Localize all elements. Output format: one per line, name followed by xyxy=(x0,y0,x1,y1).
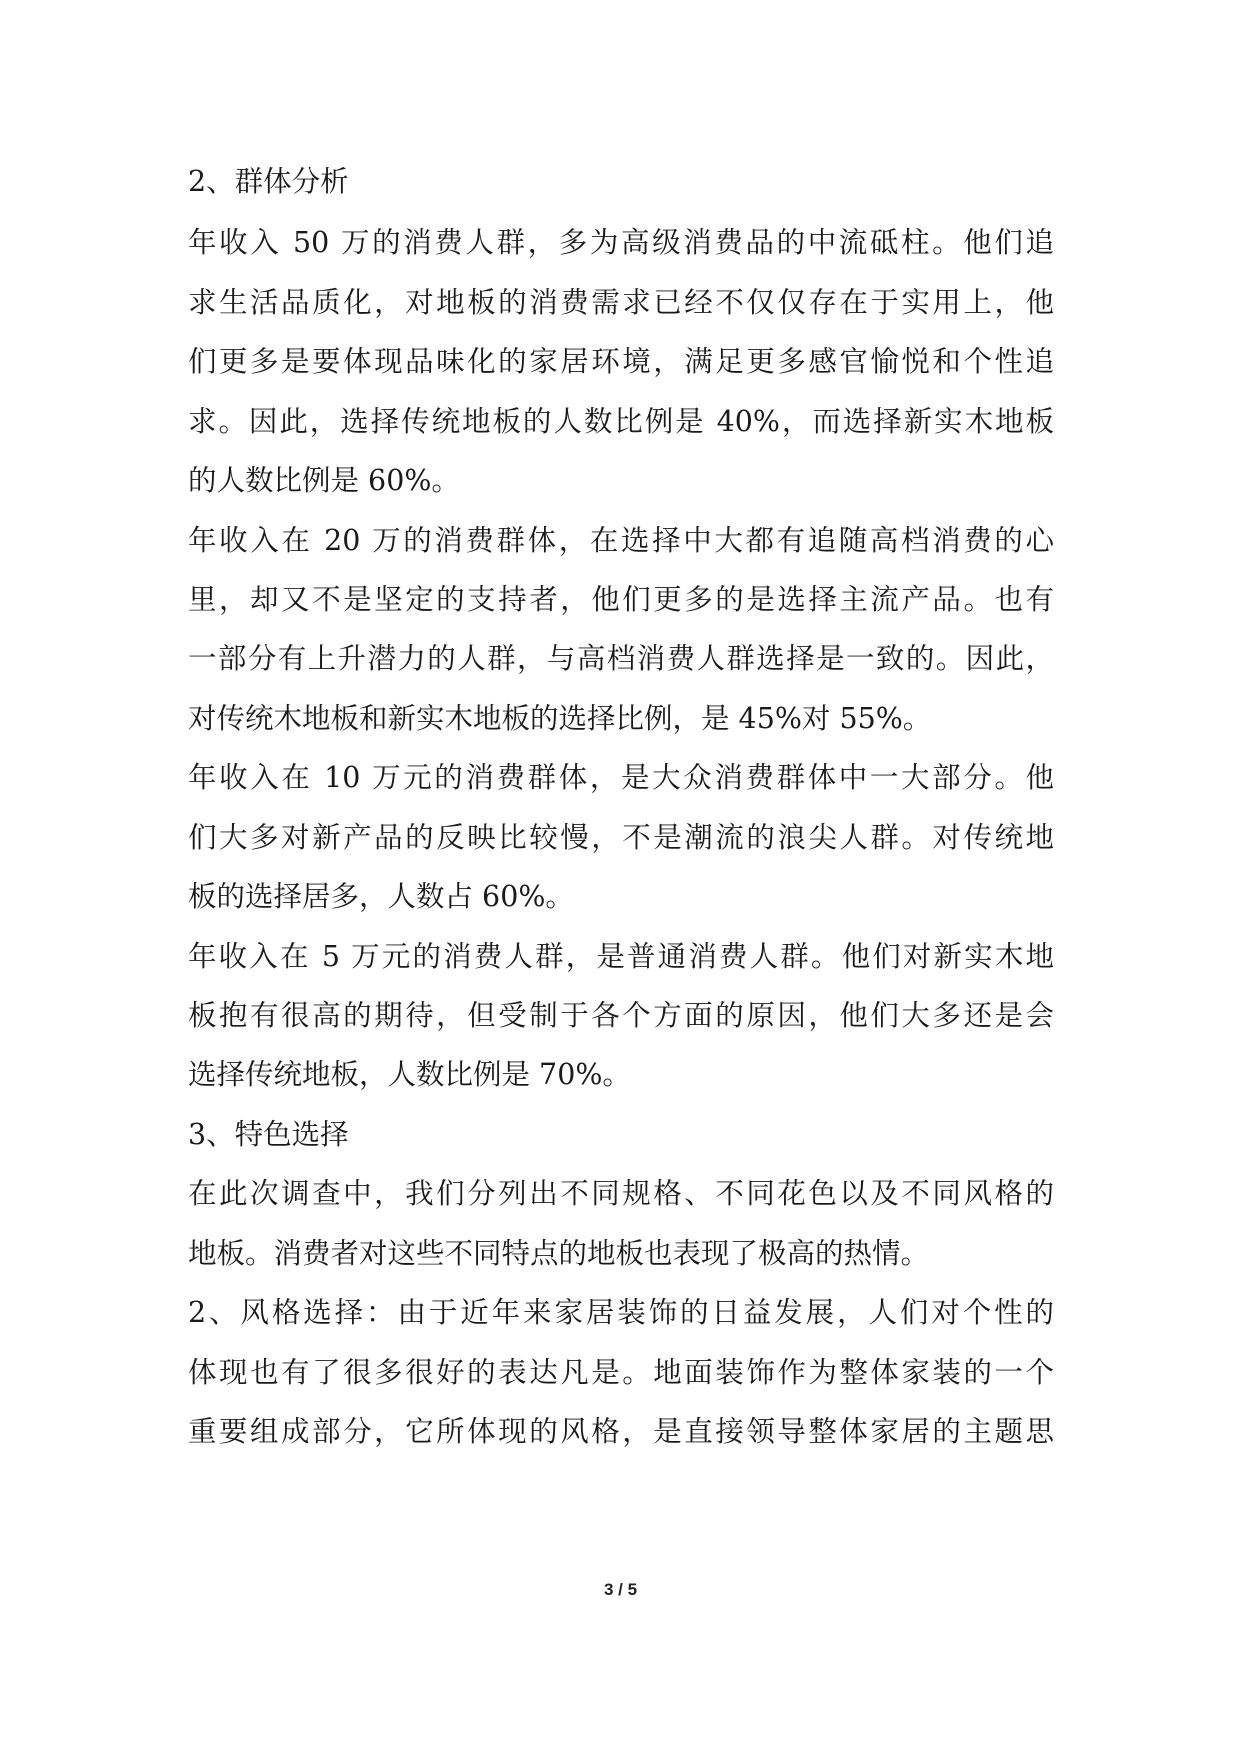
paragraph-line: 选择传统地板，人数比例是 70%。 xyxy=(188,1058,631,1091)
section-heading-feature-selection: 3、特色选择 xyxy=(188,1118,349,1151)
paragraph-line: 年收入 50 万的消费人群，多为高级消费品的中流砥柱。他们追 xyxy=(188,226,1054,259)
page-number: 3 / 5 xyxy=(603,1580,638,1599)
paragraph-line: 对传统木地板和新实木地板的选择比例，是 45%对 55%。 xyxy=(188,702,932,735)
paragraph-line: 板的选择居多，人数占 60%。 xyxy=(188,880,574,913)
paragraph-line: 年收入在 20 万的消费群体，在选择中大都有追随高档消费的心 xyxy=(188,524,1054,557)
paragraph-line: 2、风格选择：由于近年来家居装饰的日益发展，人们对个性的 xyxy=(188,1296,1054,1329)
paragraph-line: 们大多对新产品的反映比较慢，不是潮流的浪尖人群。对传统地 xyxy=(188,821,1054,854)
paragraph-line: 体现也有了很多很好的表达凡是。地面装饰作为整体家装的一个 xyxy=(188,1356,1054,1389)
paragraph-line: 地板。消费者对这些不同特点的地板也表现了极高的热情。 xyxy=(188,1237,930,1270)
paragraph-line: 在此次调查中，我们分列出不同规格、不同花色以及不同风格的 xyxy=(188,1177,1054,1210)
paragraph-line: 年收入在 5 万元的消费人群，是普通消费人群。他们对新实木地 xyxy=(188,940,1054,973)
paragraph-line: 们更多是要体现品味化的家居环境，满足更多感官愉悦和个性追 xyxy=(188,345,1054,378)
paragraph-line: 的人数比例是 60%。 xyxy=(188,464,460,497)
paragraph-line: 一部分有上升潜力的人群，与高档消费人群选择是一致的。因此， xyxy=(188,642,1054,675)
paragraph-line: 求。因此，选择传统地板的人数比例是 40%，而选择新实木地板 xyxy=(188,405,1054,438)
paragraph-line: 重要组成部分，它所体现的风格，是直接领导整体家居的主题思 xyxy=(188,1415,1054,1448)
paragraph-line: 求生活品质化，对地板的消费需求已经不仅仅存在于实用上，他 xyxy=(188,286,1054,319)
section-heading-group-analysis: 2、群体分析 xyxy=(188,165,349,198)
paragraph-line: 年收入在 10 万元的消费群体，是大众消费群体中一大部分。他 xyxy=(188,761,1054,794)
paragraph-line: 板抱有很高的期待，但受制于各个方面的原因，他们大多还是会 xyxy=(188,999,1054,1032)
paragraph-line: 里，却又不是坚定的支持者，他们更多的是选择主流产品。也有 xyxy=(188,583,1054,616)
